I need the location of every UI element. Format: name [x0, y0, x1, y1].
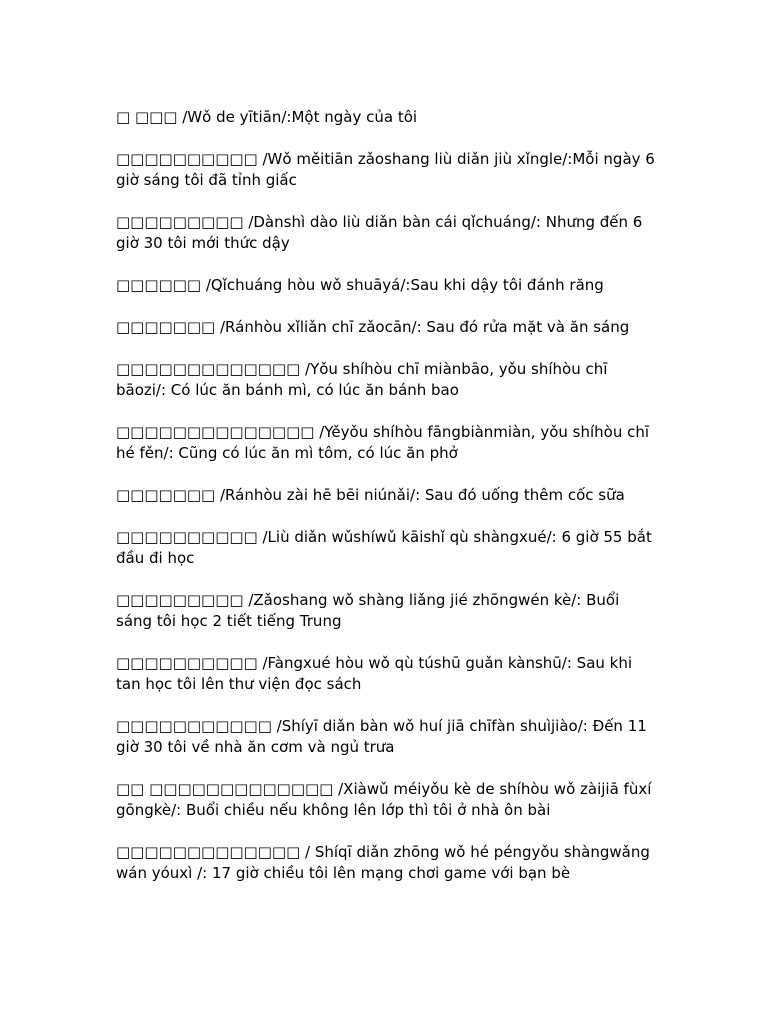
paragraph — [116, 422, 656, 464]
translation-text: /Wǒ měitiān zǎoshang liù diǎn jiù xǐngle/:Mỗi ngày 6 giờ sáng tôi đã tỉnh giấc — [116, 150, 655, 189]
translation-text: /Ránhòu xǐliǎn chī zǎocān/: Sau đó rửa mặt và ăn sáng — [215, 318, 630, 336]
paragraph — [116, 842, 656, 884]
hanzi-text: □□□□□□ — [116, 276, 202, 294]
translation-text: /Fàngxué hòu wǒ qù túshū guǎn kànshū/: Sau khi tan học tôi lên thư viện đọc sách — [116, 654, 633, 693]
paragraph — [116, 527, 656, 569]
hanzi-text: □□□□□□□□□ — [116, 213, 244, 231]
paragraph — [116, 212, 656, 254]
paragraph — [116, 317, 656, 338]
translation-text: /Shíyī diǎn bàn wǒ huí jiā chīfàn shuìjiào/: Đến 11 giờ 30 tôi về nhà ăn cơm và ngủ trưa — [116, 717, 647, 756]
hanzi-text: □□□□□□□ — [116, 318, 216, 336]
translation-text: /Liù diǎn wǔshíwǔ kāishǐ qù shàngxué/: 6 giờ 55 bắt đầu đi học — [116, 528, 652, 567]
translation-text: /Qǐchuáng hòu wǒ shuāyá/:Sau khi dậy tôi đánh răng — [201, 276, 604, 294]
translation-text: / Shíqī diǎn zhōng wǒ hé péngyǒu shàngwǎng wán yóuxì /: 17 giờ chiều tôi lên mạng chơi game với bạn bè — [116, 843, 650, 882]
hanzi-text: □□□□□□□□□□ — [116, 654, 258, 672]
translation-text: /Yǒu shíhòu chī miànbāo, yǒu shíhòu chī bāozi/: Có lúc ăn bánh mì, có lúc ăn bánh bao — [116, 360, 608, 399]
hanzi-text: □□□□□□□□□□ — [116, 528, 258, 546]
translation-text: /Xiàwǔ méiyǒu kè de shíhòu wǒ zàijiā fùxí gōngkè/: Buổi chiều nếu không lên lớp thì tôi ở nhà ôn bài — [116, 780, 652, 819]
document-page — [116, 107, 656, 905]
hanzi-text: □□□□□□□□□□□ — [116, 717, 272, 735]
translation-text: /Dànshì dào liù diǎn bàn cái qǐchuáng/: Nhưng đến 6 giờ 30 tôi mới thức dậy — [116, 213, 643, 252]
translation-text: /Yěyǒu shíhòu fāngbiànmiàn, yǒu shíhòu chī hé fěn/: Cũng có lúc ăn mì tôm, có lúc ăn phở — [116, 423, 650, 462]
hanzi-text: □□ □□□□□□□□□□□□□ — [116, 780, 334, 798]
paragraph — [116, 149, 656, 191]
paragraph — [116, 779, 656, 821]
hanzi-text: □ □□□ — [116, 108, 178, 126]
hanzi-text: □□□□□□□□□□□□□ — [116, 360, 301, 378]
hanzi-text: □□□□□□□□□ — [116, 591, 244, 609]
paragraph — [116, 590, 656, 632]
translation-text: /Ránhòu zài hē bēi niúnǎi/: Sau đó uống thêm cốc sữa — [215, 486, 625, 504]
hanzi-text: □□□□□□□ — [116, 486, 216, 504]
hanzi-text: □□□□□□□□□□□□□□ — [116, 423, 315, 441]
paragraph — [116, 485, 656, 506]
paragraph — [116, 653, 656, 695]
hanzi-text: □□□□□□□□□□ — [116, 150, 258, 168]
paragraph — [116, 716, 656, 758]
paragraph — [116, 359, 656, 401]
paragraph-title — [116, 107, 656, 128]
paragraph — [116, 275, 656, 296]
hanzi-text: □□□□□□□□□□□□□ — [116, 843, 301, 861]
translation-text: /Zǎoshang wǒ shàng liǎng jié zhōngwén kè/: Buổi sáng tôi học 2 tiết tiếng Trung — [116, 591, 620, 630]
translation-text: /Wǒ de yītiān/:Một ngày của tôi — [177, 108, 418, 126]
